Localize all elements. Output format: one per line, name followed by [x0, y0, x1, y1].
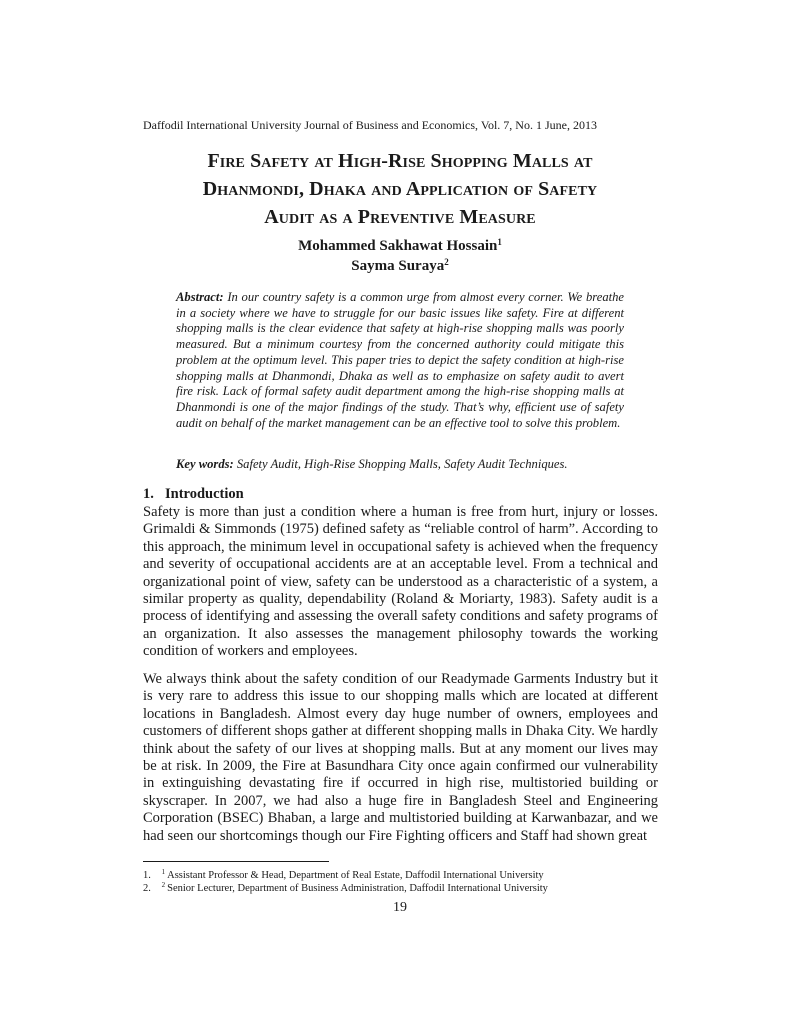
- author-affiliation-mark: 1: [497, 237, 502, 247]
- author: [140, 236, 660, 256]
- body-paragraph: Safety is more than just a condition where a human is free from hurt, injury or losses. Grimaldi & Simmonds (1975) defined safety as “reliable control of harm”. According to this approach, the minimum level in occupational safety is achieved when the frequency and severity of occupational accidents are at an acceptable level. From a technical and organizational point of view, safety can be understood as a characteristic of a system, a similar property as quality, dependability (Roland & Moriarty, 1983). Safety audit is a process of identifying and assessing the overall safety conditions and safety programs of an organization. It also assesses the management philosophy towards the working condition of workers and employees.: [143, 504, 658, 660]
- section-number: 1.: [143, 486, 154, 502]
- author: [140, 256, 660, 276]
- abstract-label: Abstract:: [176, 290, 224, 304]
- body-paragraph: We always think about the safety condition of our Readymade Garments Industry but it is very rare to address this issue to our shopping malls which are located at different locations in Bangladesh. Almost every day huge number of owners, employees and customers of different shops gather at different shopping malls in Dhaka City. We hardly think about the safety of our lives at shopping malls. But at any moment our lives may be at risk. In 2009, the Fire at Basundhara City once again confirmed our vulnerability in extinguishing devastating fire if occurred in high rise, multistoried building or skyscraper. In 2007, we had also a huge fire in Bangladesh Steel and Engineering Corporation (BSEC) Bhaban, a large and multistoried building at Karwanbazar, and we had seen our shortcomings though our Fire Fighting officers and Staff had shown great: [143, 671, 658, 844]
- author-name: Mohammed Sakhawat Hossain: [298, 238, 498, 254]
- author-list: [140, 236, 660, 276]
- title-line: Dhanmondi, Dhaka and Application of Safety: [202, 178, 598, 200]
- footnote-number: 1.: [143, 870, 151, 881]
- section-title: Introduction: [165, 486, 244, 502]
- footnote-divider: [143, 861, 329, 862]
- keywords-text: Safety Audit, High-Rise Shopping Malls, Safety Audit Techniques.: [236, 457, 568, 471]
- page-number: 19: [393, 900, 407, 915]
- section-heading: [143, 486, 244, 503]
- title-line: Fire Safety at High-Rise Shopping Malls at: [207, 150, 593, 172]
- abstract-text: In our country safety is a common urge from almost every corner. We breathe in a society where we have to struggle for our basic issues like safety. Fire at different shopping malls is the clear evidence that safety at high-rise shopping malls was poorly measured. But a minimum courtesy from the concerned authority could mitigate this problem at the optimum level. This paper tries to depict the safety condition at high-rise shopping malls at Dhanmondi, Dhaka as well as to emphasize on safety audit to avert fire risk. Lack of formal safety audit department among the high-rise shopping malls at Dhanmondi is one of the major findings of the study. That’s why, efficient use of safety audit on behalf of the market management can be an effective tool to solve this problem.: [176, 290, 624, 430]
- footnote-mark: 2: [161, 881, 166, 889]
- title-line: Audit as a Preventive Measure: [264, 206, 536, 228]
- keywords: [176, 457, 624, 472]
- footnote: [143, 882, 548, 895]
- footnote-text: Senior Lecturer, Department of Business Administration, Daffodil International University: [167, 883, 548, 894]
- journal-header: Daffodil International University Journal of Business and Economics, Vol. 7, No. 1 June, 2013: [143, 118, 597, 132]
- abstract: [176, 290, 624, 431]
- author-affiliation-mark: 2: [444, 257, 449, 267]
- footnote-text: Assistant Professor & Head, Department of Real Estate, Daffodil International University: [167, 870, 544, 881]
- keywords-label: Key words:: [176, 457, 234, 471]
- footnote: [143, 869, 544, 882]
- paper-title: [140, 147, 660, 231]
- footnote-mark: 1: [161, 868, 166, 876]
- author-name: Sayma Suraya: [351, 258, 445, 274]
- footnote-number: 2.: [143, 883, 151, 894]
